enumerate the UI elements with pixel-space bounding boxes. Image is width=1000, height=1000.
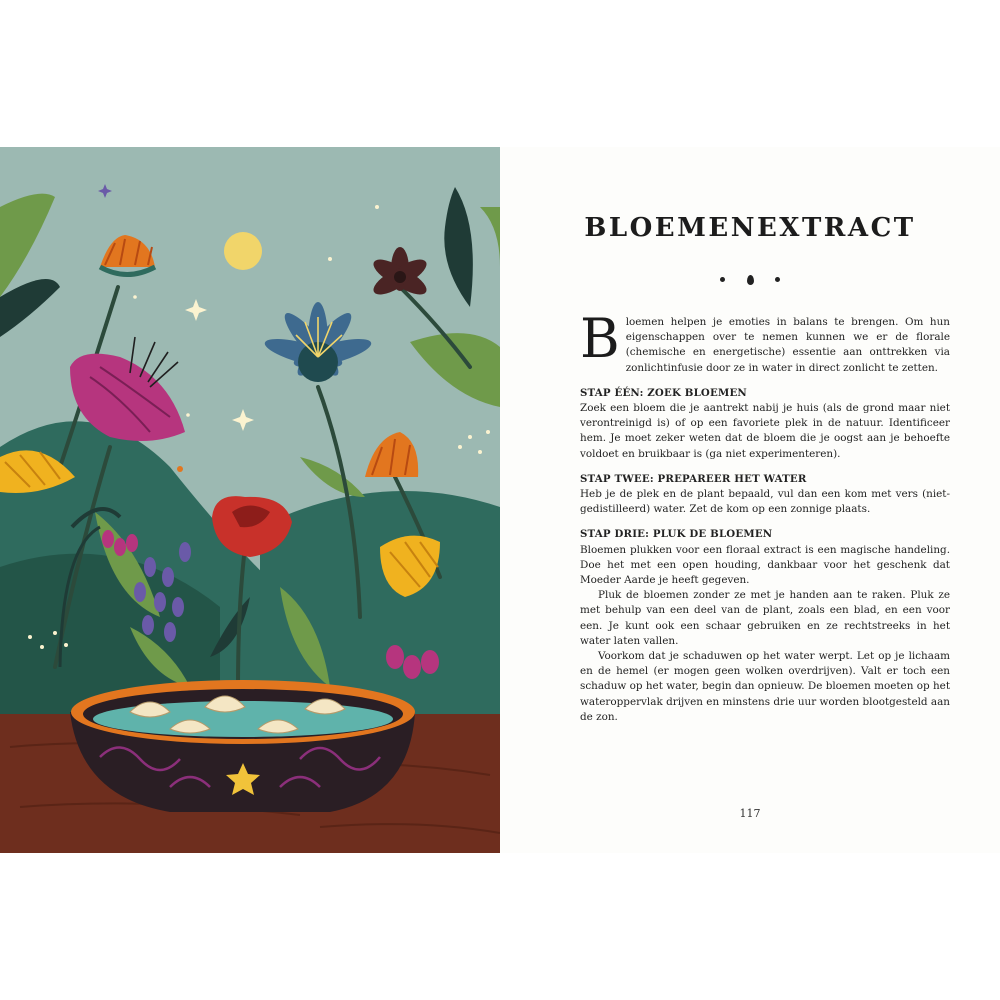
ornament-dot-left bbox=[720, 277, 725, 282]
step-one-heading: STAP ÉÉN: ZOEK BLOEMEN bbox=[580, 386, 747, 399]
step-three-paragraph-2: Pluk de bloemen zonder ze met je handen aan te raken. Pluk ze met behulp van een deel van de plant, zoals een blad, en een voor een. Je kunt ook een schaar gebruiken en ze rechtstreeks in het water laten vallen. bbox=[580, 589, 950, 647]
body-text bbox=[580, 307, 950, 725]
intro-text: loemen helpen je emoties in balans te brengen. Om hun eigenschappen over te nemen kunnen we er de florale (chemische en energetische) essentie aan onttrekken via zonlichtinfusie door ze in water in direct zonlicht te zetten. bbox=[625, 316, 950, 374]
drop-cap: B bbox=[580, 307, 620, 370]
illustration-page bbox=[0, 147, 500, 853]
ornament-dot-right bbox=[775, 277, 780, 282]
bowl bbox=[70, 680, 415, 812]
moon bbox=[224, 232, 262, 270]
step-two-paragraph: Heb je de plek en de plant bepaald, vul dan een kom met vers (niet-gedistilleerd) water. Zet de kom op een zonnige plaats. bbox=[580, 488, 950, 516]
step-three-paragraph-1: Bloemen plukken voor een floraal extract is een magische handeling. Doe het met een open houding, dankbaar voor het geschenk dat Moeder Aarde je heeft gegeven. bbox=[580, 543, 950, 587]
ornament-drop bbox=[747, 275, 754, 285]
book-spread bbox=[0, 147, 1000, 853]
step-three-paragraph-3: Voorkom dat je schaduwen op het water werpt. Let op je lichaam en de hemel (er mogen geen wolken overdrijven). Valt er toch een schaduw op het water, begin dan opnieuw. De bloemen moeten op het wateroppervlak drijven en minstens drie uur worden blootgesteld aan de zon. bbox=[580, 650, 950, 723]
step-one-paragraph: Zoek een bloem die je aantrekt nabij je huis (als de grond maar niet verontreinigd is) of op een favoriete plek in de natuur. Identificeer hem. Je moet zeker weten dat de bloem die je oogst aan je behoefte voldoet en bruikbaar is (ga niet experimenteren). bbox=[580, 402, 950, 460]
step-three-heading: STAP DRIE: PLUK DE BLOEMEN bbox=[580, 528, 773, 541]
page-number: 117 bbox=[739, 807, 761, 820]
title-ornament bbox=[500, 269, 1000, 283]
flower-bowl-illustration bbox=[0, 147, 500, 853]
page-title: BLOEMENEXTRACT bbox=[584, 213, 916, 243]
text-page bbox=[500, 147, 1000, 853]
intro-paragraph bbox=[580, 307, 950, 376]
step-two-heading: STAP TWEE: PREPAREER HET WATER bbox=[580, 472, 807, 485]
